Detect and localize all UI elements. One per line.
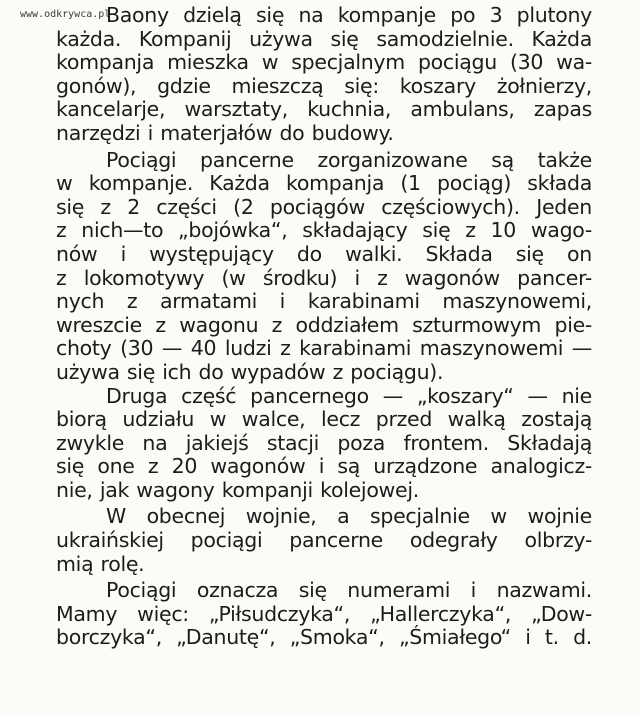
text-line: nie, jak wagony kompanji kolejowej. bbox=[56, 477, 419, 502]
text-line: choty (30 — 40 ludzi z karabinami maszynowemi — bbox=[56, 336, 592, 361]
text-line: w kompanje. Każda kompanja (1 pociąg) składa bbox=[56, 171, 592, 196]
text-line: kancelarje, warsztaty, kuchnia, ambulans, zapas bbox=[56, 97, 592, 122]
text-line: wreszcie z wagonu z oddziałem szturmowym pie- bbox=[56, 312, 592, 337]
text-line: Baony dzielą się na kompanje po 3 plutony bbox=[106, 3, 592, 27]
text-line: borczyka“, „Danutę“, „Smoka“, „Śmiałego“ i t. d. bbox=[56, 625, 592, 650]
text-line: W obecnej wojnie, a specjalnie w wojnie bbox=[106, 504, 592, 529]
text-line: narzędzi i materjałów do budowy. bbox=[56, 120, 394, 145]
text-line: z lokomotywy (w środku) i z wagonów pancer- bbox=[56, 265, 592, 290]
text-line: Mamy więc: „Piłsudczyka“, „Hallerczyka“, „Dow- bbox=[56, 601, 592, 626]
text-line: mią rolę. bbox=[56, 551, 145, 576]
text-line: ukraińskiej pociągi pancerne odegrały olbrzy- bbox=[56, 528, 592, 553]
text-line: Pociągi oznacza się numerami i nazwami. bbox=[106, 578, 592, 603]
text-line: używa się ich do wypadów z pociągu). bbox=[56, 359, 444, 384]
text-line: kompanja mieszka w specjalnym pociągu (30 wa- bbox=[56, 50, 592, 75]
text-line: zwykle na jakiejś stacji poza frontem. Składają bbox=[56, 430, 592, 455]
text-line: każda. Kompanij używa się samodzielnie. Każda bbox=[56, 26, 592, 51]
text-line: Pociągi pancerne zorganizowane są także bbox=[106, 147, 592, 172]
text-line: nów i występujący do walki. Składa się on bbox=[56, 241, 592, 266]
text-line: się z 2 części (2 pociągów częściowych). Jeden bbox=[56, 194, 592, 219]
text-line: nych z armatami i karabinami maszynowemi, bbox=[56, 289, 592, 314]
text-line: biorą udziału w walce, lecz przed walką zostają bbox=[56, 407, 592, 432]
text-line: Druga część pancernego — „koszary“ — nie bbox=[106, 383, 592, 408]
text-line: z nich—to „bojówka“, składający się z 10 wago- bbox=[56, 218, 592, 243]
text-line: gonów), gdzie mieszczą się: koszary żołnierzy, bbox=[56, 73, 592, 98]
text-line: się one z 20 wagonów i są urządzone analogicz- bbox=[56, 454, 592, 479]
watermark-text: www.odkrywca.pl bbox=[20, 9, 111, 20]
document-page bbox=[56, 4, 592, 650]
